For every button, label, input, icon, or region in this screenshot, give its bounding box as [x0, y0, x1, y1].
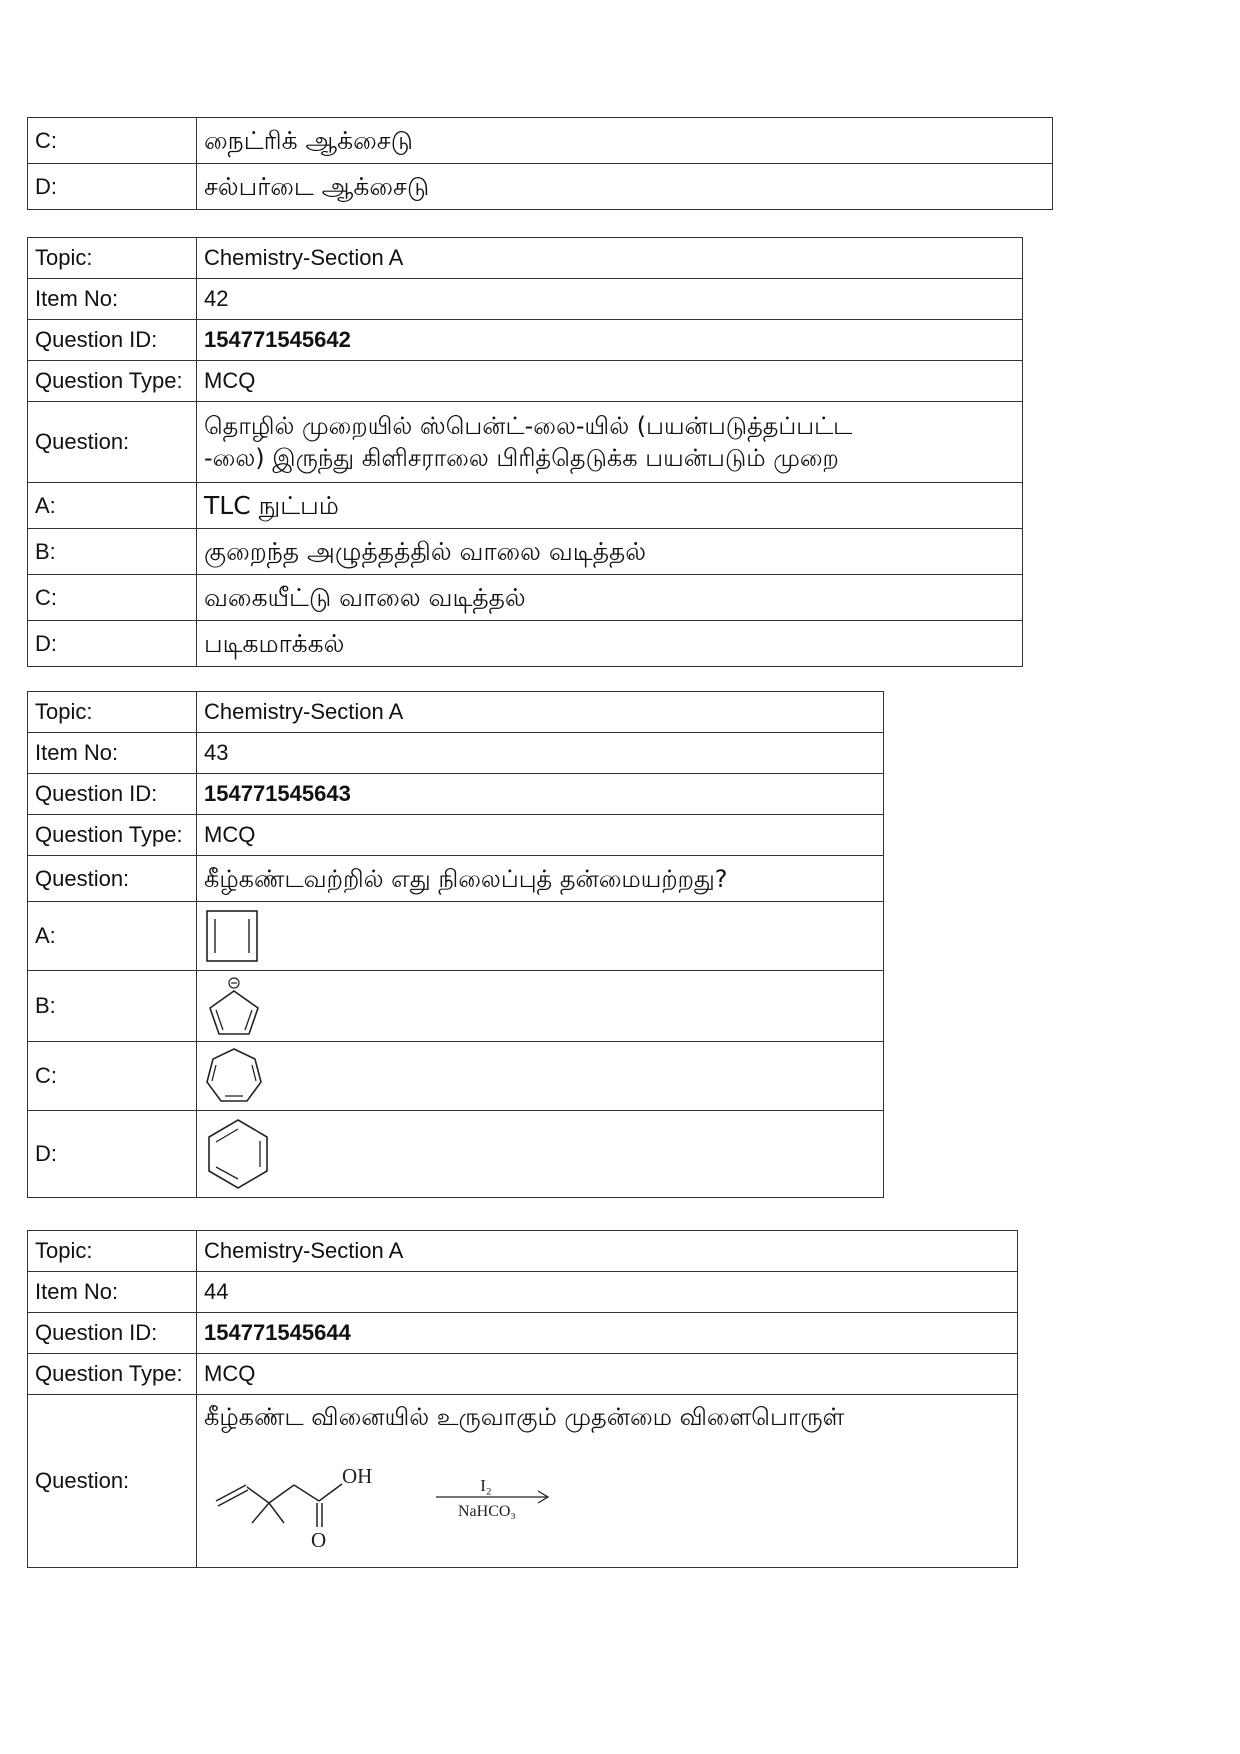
- question-type-value: MCQ: [197, 361, 1023, 402]
- option-b-structure: [197, 971, 884, 1042]
- topic-value: Chemistry-Section A: [197, 238, 1023, 279]
- oh-label: OH: [342, 1464, 373, 1488]
- option-b-label: B:: [28, 971, 197, 1042]
- option-d-value: சல்பர்டை ஆக்சைடு: [197, 164, 1053, 210]
- cyclopentadienyl-cation-icon: [204, 975, 264, 1037]
- question-id-value: 154771545644: [197, 1313, 1018, 1354]
- question-type-value: MCQ: [197, 1354, 1018, 1395]
- question-42-table: [27, 237, 1023, 667]
- question-body: [197, 1395, 1018, 1568]
- question-44-table: [27, 1230, 1018, 1568]
- question-text: [197, 402, 1023, 483]
- option-c-value: நைட்ரிக் ஆக்சைடு: [197, 118, 1053, 164]
- topic-label: Topic:: [28, 1231, 197, 1272]
- question-label: Question:: [28, 856, 197, 902]
- option-c-structure: [197, 1042, 884, 1111]
- item-no-value: 42: [197, 279, 1023, 320]
- o-label: O: [311, 1528, 327, 1552]
- option-b-label: B:: [28, 529, 197, 575]
- question-id-label: Question ID:: [28, 774, 197, 815]
- item-no-label: Item No:: [28, 733, 197, 774]
- question-type-label: Question Type:: [28, 815, 197, 856]
- question-line-1: தொழில் முறையில் ஸ்பென்ட்-லை-யில் (பயன்படுத்தப்பட்ட: [204, 412, 853, 440]
- question-label: Question:: [28, 1395, 197, 1568]
- option-a-label: A:: [28, 483, 197, 529]
- topic-value: Chemistry-Section A: [197, 1231, 1018, 1272]
- question-type-value: MCQ: [197, 815, 884, 856]
- topic-label: Topic:: [28, 692, 197, 733]
- cyclobutadiene-icon: [204, 908, 264, 964]
- option-d-label: D:: [28, 1111, 197, 1198]
- option-c-label: C:: [28, 575, 197, 621]
- option-d-label: D:: [28, 164, 197, 210]
- question-text: கீழ்கண்ட வினையில் உருவாகும் முதன்மை விளைபொருள்: [204, 1403, 845, 1431]
- question-label: Question:: [28, 402, 197, 483]
- topic-value: Chemistry-Section A: [197, 692, 884, 733]
- question-id-value: 154771545643: [197, 774, 884, 815]
- option-a-structure: [197, 902, 884, 971]
- option-d-label: D:: [28, 621, 197, 667]
- item-no-label: Item No:: [28, 279, 197, 320]
- reagent-iodine: I₂: [480, 1476, 492, 1495]
- reagent-bicarbonate: NaHCO₃: [457, 1503, 517, 1520]
- tropylium-icon: [204, 1046, 264, 1106]
- topic-label: Topic:: [28, 238, 197, 279]
- item-no-value: 43: [197, 733, 884, 774]
- option-d-structure: [197, 1111, 884, 1198]
- option-c-label: C:: [28, 1042, 197, 1111]
- item-no-value: 44: [197, 1272, 1018, 1313]
- question-type-label: Question Type:: [28, 361, 197, 402]
- benzene-icon: [204, 1117, 272, 1191]
- question-id-label: Question ID:: [28, 1313, 197, 1354]
- question-id-label: Question ID:: [28, 320, 197, 361]
- prev-question-table: [27, 117, 1053, 210]
- question-43-table: [27, 691, 884, 1198]
- option-b-value: குறைந்த அழுத்தத்தில் வாலை வடித்தல்: [197, 529, 1023, 575]
- question-id-value: 154771545642: [197, 320, 1023, 361]
- option-c-label: C:: [28, 118, 197, 164]
- question-type-label: Question Type:: [28, 1354, 197, 1395]
- option-c-value: வகையீட்டு வாலை வடித்தல்: [197, 575, 1023, 621]
- question-text: கீழ்கண்டவற்றில் எது நிலைப்புத் தன்மையற்றது?: [197, 856, 884, 902]
- option-a-label: A:: [28, 902, 197, 971]
- reaction-scheme: [204, 1439, 564, 1552]
- item-no-label: Item No:: [28, 1272, 197, 1313]
- option-a-value: TLC நுட்பம்: [197, 483, 1023, 529]
- option-d-value: படிகமாக்கல்: [197, 621, 1023, 667]
- question-line-2: -லை) இருந்து கிளிசராலை பிரித்தெடுக்க பயன்படும் முறை: [204, 444, 839, 472]
